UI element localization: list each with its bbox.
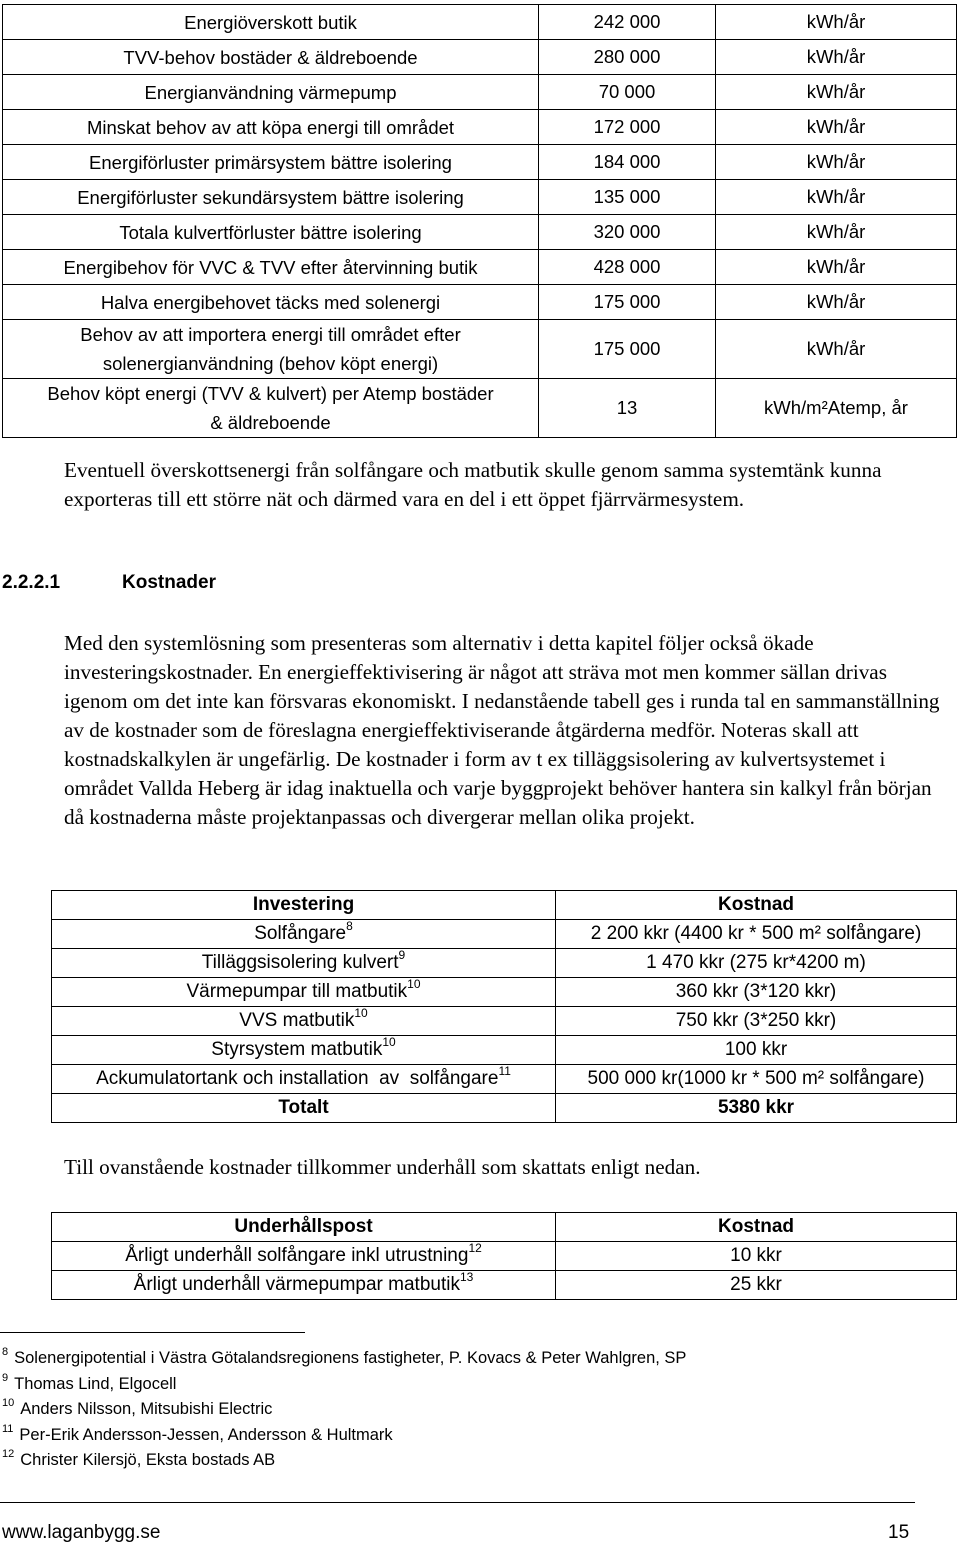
footnote [2, 1423, 686, 1449]
row-label [3, 320, 539, 379]
row-unit: kWh/år [716, 285, 957, 320]
row-label: Energiförluster primärsystem bättre isolering [3, 145, 539, 180]
row-label: TVV-behov bostäder & äldreboende [3, 40, 539, 75]
item-label: Årligt underhåll solfångare inkl utrustning [125, 1245, 469, 1266]
table-row [3, 250, 957, 285]
investment-item [52, 949, 556, 978]
table-header-row [52, 891, 957, 920]
table-row [52, 920, 957, 949]
footnote-ref: 10 [407, 977, 421, 991]
header-cost: Kostnad [556, 1213, 957, 1242]
footnote-mark: 11 [2, 1422, 14, 1435]
investment-item [52, 978, 556, 1007]
footnote-text: Solenergipotential i Västra Götalandsregionens fastigheter, P. Kovacs & Peter Wahlgren, SP [14, 1349, 687, 1367]
maintenance-table [51, 1212, 957, 1300]
table-row [52, 1271, 957, 1300]
footer-url: www.laganbygg.se [2, 1522, 161, 1543]
row-unit: kWh/år [716, 145, 957, 180]
footnote [2, 1346, 686, 1372]
row-value: 184 000 [539, 145, 716, 180]
row-label [3, 379, 539, 438]
table-row [52, 1065, 957, 1094]
row-unit: kWh/år [716, 180, 957, 215]
table-row [52, 1242, 957, 1271]
item-label: Tilläggsisolering kulvert [201, 952, 399, 973]
footnote-ref: 10 [382, 1035, 396, 1049]
table-row [3, 40, 957, 75]
row-value: 242 000 [539, 5, 716, 40]
investment-cost: 500 000 kr(1000 kr * 500 m² solfångare) [556, 1065, 957, 1094]
row-unit: kWh/år [716, 5, 957, 40]
table-row [52, 1036, 957, 1065]
total-label: Totalt [52, 1094, 556, 1123]
row-label: Energiöverskott butik [3, 5, 539, 40]
footnote-mark: 9 [2, 1371, 9, 1384]
table-row [52, 978, 957, 1007]
footnote-ref: 8 [346, 919, 353, 933]
footnote-mark: 8 [2, 1346, 9, 1358]
investment-item [52, 1007, 556, 1036]
item-label: Värmepumpar till matbutik [186, 981, 408, 1002]
row-unit: kWh/år [716, 250, 957, 285]
row-label: Totala kulvertförluster bättre isolering [3, 215, 539, 250]
table-row [3, 379, 957, 438]
row-value: 280 000 [539, 40, 716, 75]
footnotes [2, 1346, 686, 1474]
row-value: 428 000 [539, 250, 716, 285]
table-row [3, 215, 957, 250]
row-value: 320 000 [539, 215, 716, 250]
item-label: Årligt underhåll värmepumpar matbutik [133, 1274, 460, 1295]
footnote-ref: 9 [398, 948, 406, 962]
investment-item [52, 1065, 556, 1094]
footer-divider [0, 1502, 915, 1503]
row-label: Energiförluster sekundärsystem bättre isolering [3, 180, 539, 215]
page-number: 15 [888, 1522, 910, 1543]
section-heading [2, 572, 216, 594]
paragraph-costs: Med den systemlösning som presenteras som alternativ i detta kapitel följer också ökade investeringskostnader. En energieffektivisering är något att sträva mot men kommer sällan drivas igenom om det inte kan försvaras ekonomiskt. I nedanstående tabell ges i runda tal en sammanställning av de kostnader som de föreslagna energieffektiviserande åtgärderna medför. Noteras skall att kostnadskalkylen är ungefärlig. De kostnader i form av t ex tilläggsisolering av kulvertsystemet i området Vallda Heberg är idag inaktuella och varje byggprojekt behöver hantera sin kalkyl från början då kostnaderna måste projektanpassas och divergerar mellan olika projekt. [64, 631, 940, 829]
row-unit: kWh/år [716, 110, 957, 145]
row-value: 135 000 [539, 180, 716, 215]
footnote-divider [0, 1332, 305, 1333]
energy-table [2, 4, 957, 438]
table-total-row [52, 1094, 957, 1123]
row-label-line: Behov köpt energi (TVV & kulvert) per Atemp bostäder [47, 383, 494, 404]
row-label: Halva energibehovet täcks med solenergi [3, 285, 539, 320]
row-label: Minskat behov av att köpa energi till området [3, 110, 539, 145]
footnote [2, 1397, 686, 1423]
investment-table [51, 890, 957, 1123]
row-label: Energianvändning värmepump [3, 75, 539, 110]
row-unit: kWh/år [716, 40, 957, 75]
paragraph-surplus-energy: Eventuell överskottsenergi från solfångare och matbutik skulle genom samma systemtänk kunna exporteras till ett större nät och därmed vara en del i ett öppet fjärrvärmesystem. [64, 458, 882, 511]
item-label: VVS matbutik [239, 1010, 355, 1031]
paragraph-maintenance: Till ovanstående kostnader tillkommer underhåll som skattats enligt nedan. [64, 1155, 701, 1179]
item-label: Ackumulatortank och installation av solfångare [96, 1068, 499, 1089]
investment-cost: 100 kkr [556, 1036, 957, 1065]
footnote-ref: 11 [498, 1064, 511, 1078]
row-label-line: & äldreboende [210, 412, 331, 433]
footnote-mark: 10 [2, 1397, 15, 1409]
footnote-text: Thomas Lind, Elgocell [14, 1374, 177, 1393]
investment-cost: 1 470 kkr (275 kr*4200 m) [556, 949, 957, 978]
row-unit: kWh/m²Atemp, år [716, 379, 957, 438]
footnote [2, 1448, 686, 1474]
total-cost: 5380 kkr [556, 1094, 957, 1123]
table-row [52, 1007, 957, 1036]
table-row [52, 949, 957, 978]
footnote-ref: 10 [354, 1006, 368, 1020]
footnote-ref: 13 [459, 1270, 474, 1284]
row-unit: kWh/år [716, 320, 957, 379]
investment-item [52, 920, 556, 949]
footnote-text: Anders Nilsson, Mitsubishi Electric [20, 1400, 273, 1418]
row-label-line: solenergianvändning (behov köpt energi) [102, 353, 439, 374]
maintenance-item [52, 1242, 556, 1271]
investment-cost: 2 200 kkr (4400 kr * 500 m² solfångare) [556, 920, 957, 949]
section-number: 2.2.2.1 [2, 572, 61, 593]
footnote-mark: 12 [2, 1448, 15, 1460]
footnote-ref: 12 [468, 1241, 482, 1255]
table-row [3, 75, 957, 110]
maintenance-item [52, 1271, 556, 1300]
row-value: 13 [539, 379, 716, 438]
table-row [3, 5, 957, 40]
table-row [3, 320, 957, 379]
item-label: Styrsystem matbutik [211, 1039, 383, 1060]
row-value: 70 000 [539, 75, 716, 110]
maintenance-cost: 25 kkr [556, 1271, 957, 1300]
row-label-line: Behov av att importera energi till området efter [80, 324, 461, 345]
footnote-text: Per-Erik Andersson-Jessen, Andersson & Hultmark [19, 1425, 393, 1444]
section-title: Kostnader [122, 572, 216, 593]
row-value: 175 000 [539, 320, 716, 379]
table-row [3, 145, 957, 180]
table-row [3, 285, 957, 320]
investment-cost: 360 kkr (3*120 kkr) [556, 978, 957, 1007]
investment-item [52, 1036, 556, 1065]
maintenance-cost: 10 kkr [556, 1242, 957, 1271]
header-maintenance-item: Underhållspost [52, 1213, 556, 1242]
header-investment: Investering [52, 891, 556, 920]
footnote [2, 1372, 686, 1398]
table-header-row [52, 1213, 957, 1242]
row-unit: kWh/år [716, 75, 957, 110]
row-unit: kWh/år [716, 215, 957, 250]
investment-cost: 750 kkr (3*250 kkr) [556, 1007, 957, 1036]
item-label: Solfångare [254, 923, 347, 944]
row-value: 172 000 [539, 110, 716, 145]
row-label: Energibehov för VVC & TVV efter återvinning butik [3, 250, 539, 285]
table-row [3, 110, 957, 145]
table-row [3, 180, 957, 215]
footnote-text: Christer Kilersjö, Eksta bostads AB [20, 1451, 276, 1469]
row-value: 175 000 [539, 285, 716, 320]
header-cost: Kostnad [556, 891, 957, 920]
